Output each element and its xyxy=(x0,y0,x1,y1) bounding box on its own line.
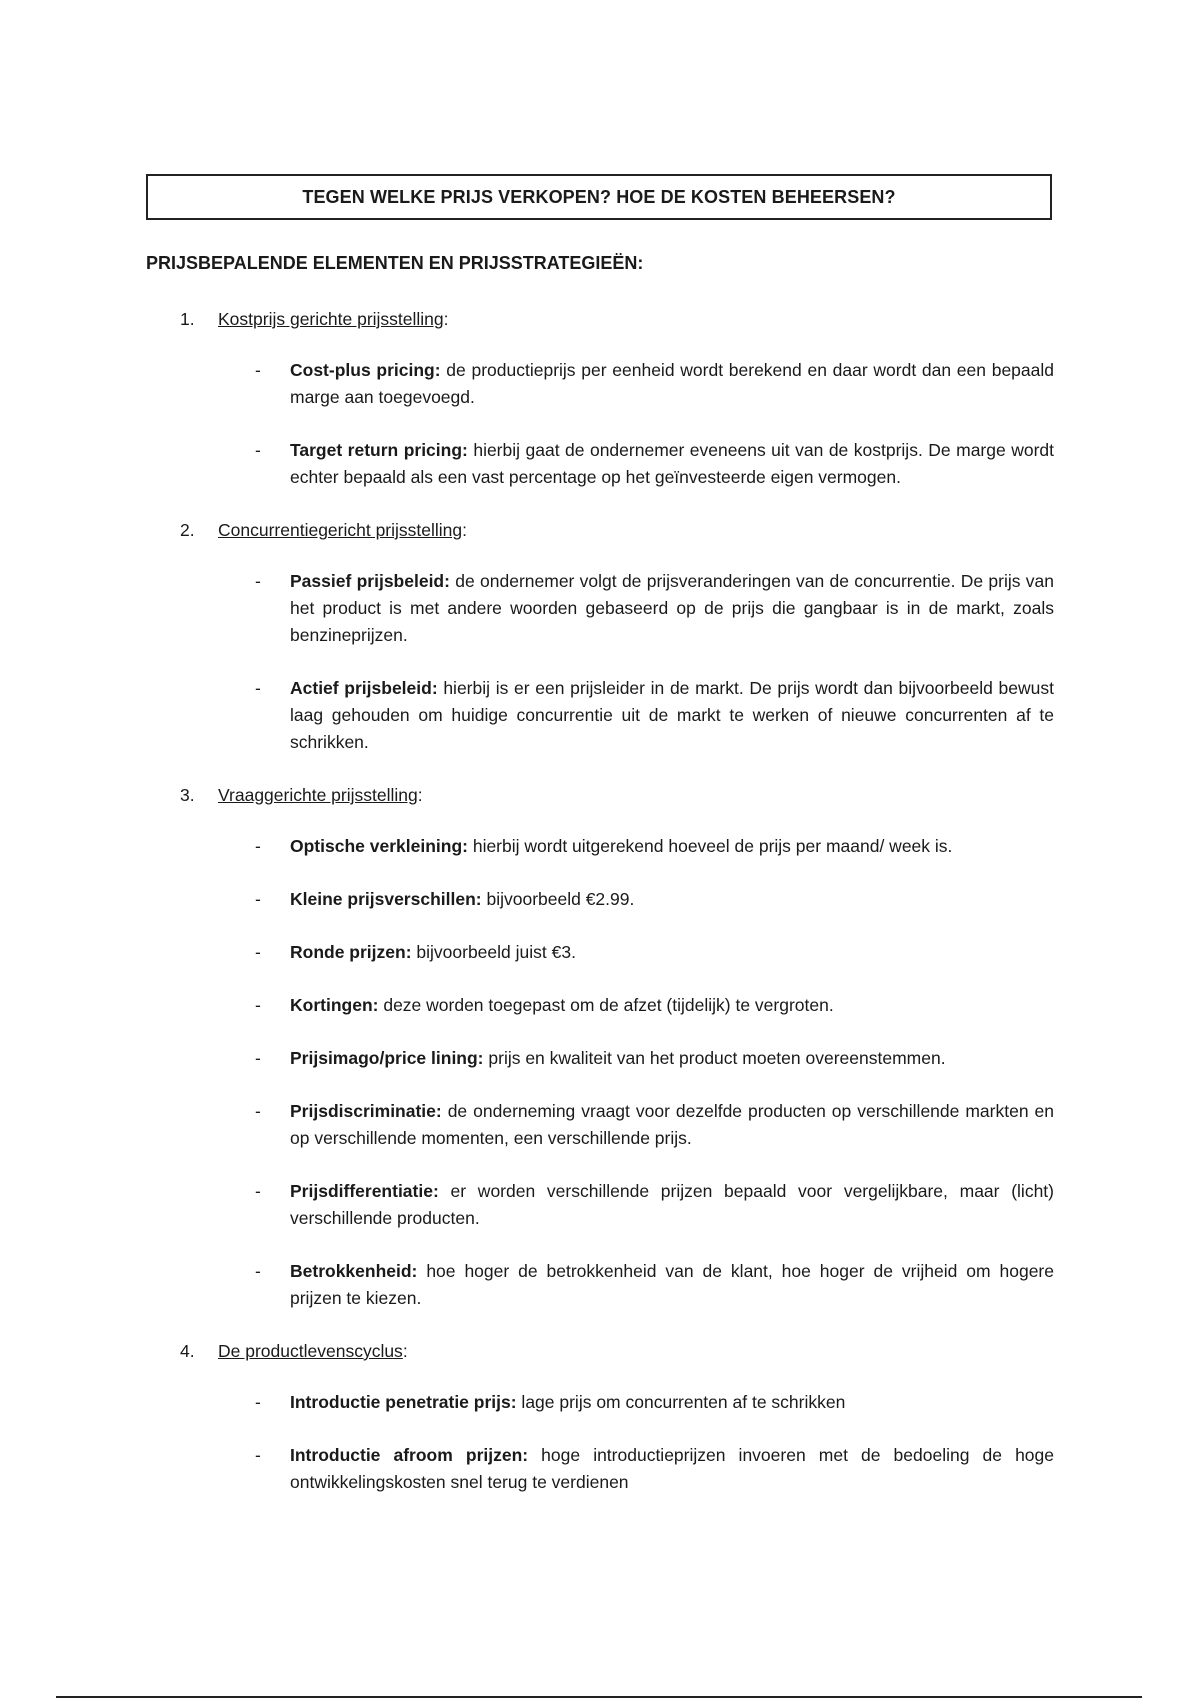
section-colon: : xyxy=(443,309,449,329)
bullet-dash: - xyxy=(255,942,261,962)
bullet-term: Betrokkenheid: xyxy=(290,1261,418,1281)
list-item xyxy=(146,939,1054,966)
section-number: 3. xyxy=(180,785,195,805)
list-item xyxy=(146,357,1054,411)
section-3 xyxy=(146,782,1054,1312)
bullet-dash: - xyxy=(255,995,261,1015)
bullet-dash: - xyxy=(255,440,261,460)
list-item xyxy=(146,1178,1054,1232)
bullet-text: hoge introductieprijzen invoeren met de bedoeling de hoge ontwikkelingskosten snel terug te verdienen xyxy=(290,1445,1054,1492)
bullet-dash: - xyxy=(255,1048,261,1068)
bullet-text: bijvoorbeeld €2.99. xyxy=(481,889,635,909)
bullet-text: de productieprijs per eenheid wordt berekend en daar wordt dan een bepaald marge aan toegevoegd. xyxy=(290,360,1054,407)
bullet-text: er worden verschillende prijzen bepaald voor vergelijkbare, maar (licht) verschillende producten. xyxy=(290,1181,1054,1228)
list-item xyxy=(146,886,1054,913)
bullet-text: hoe hoger de betrokkenheid van de klant, hoe hoger de vrijheid om hogere prijzen te kiezen. xyxy=(290,1261,1054,1308)
list-item xyxy=(146,992,1054,1019)
list-item xyxy=(146,1442,1054,1496)
section-2 xyxy=(146,517,1054,756)
section-number: 1. xyxy=(180,309,195,329)
bullet-term: Passief prijsbeleid: xyxy=(290,571,450,591)
section-header xyxy=(146,306,1054,333)
bullet-term: Prijsdiscriminatie: xyxy=(290,1101,442,1121)
section-title: De productlevenscyclus xyxy=(218,1341,403,1361)
bullet-dash: - xyxy=(255,889,261,909)
page-bottom-rule xyxy=(56,1696,1142,1698)
section-colon: : xyxy=(402,1341,408,1361)
section-heading: PRIJSBEPALENDE ELEMENTEN EN PRIJSSTRATEGIEËN: xyxy=(146,253,644,273)
bullet-term: Kleine prijsverschillen: xyxy=(290,889,482,909)
bullet-text: hierbij is er een prijsleider in de markt. De prijs wordt dan bijvoorbeeld bewust laag gehouden om huidige concurrentie uit de markt te werken of nieuwe concurrenten af te schrikken. xyxy=(290,678,1054,752)
bullet-term: Prijsdifferentiatie: xyxy=(290,1181,439,1201)
section-header xyxy=(146,782,1054,809)
list-item xyxy=(146,437,1054,491)
list-item xyxy=(146,833,1054,860)
bullet-text: de ondernemer volgt de prijsveranderingen van de concurrentie. De prijs van het product is met andere woorden gebaseerd op de prijs die gangbaar is in de markt, zoals benzineprijzen. xyxy=(290,571,1054,645)
bullet-term: Optische verkleining: xyxy=(290,836,468,856)
bullet-term: Ronde prijzen: xyxy=(290,942,412,962)
bullet-dash: - xyxy=(255,1101,261,1121)
list-item xyxy=(146,568,1054,649)
bullet-term: Prijsimago/price lining: xyxy=(290,1048,484,1068)
section-header xyxy=(146,517,1054,544)
bullet-dash: - xyxy=(255,1445,261,1465)
bullet-term: Introductie penetratie prijs: xyxy=(290,1392,517,1412)
bullet-dash: - xyxy=(255,360,261,380)
section-title: Vraaggerichte prijsstelling xyxy=(218,785,418,805)
bullet-term: Introductie afroom prijzen: xyxy=(290,1445,529,1465)
bullet-text: lage prijs om concurrenten af te schrikken xyxy=(516,1392,846,1412)
bullet-dash: - xyxy=(255,836,261,856)
bullet-term: Cost-plus pricing: xyxy=(290,360,441,380)
section-1 xyxy=(146,306,1054,491)
bullet-text: hierbij wordt uitgerekend hoeveel de prijs per maand/ week is. xyxy=(467,836,953,856)
bullet-dash: - xyxy=(255,1392,261,1412)
bullet-text: de onderneming vraagt voor dezelfde producten op verschillende markten en op verschillende momenten, een verschillende prijs. xyxy=(290,1101,1054,1148)
bullet-term: Actief prijsbeleid: xyxy=(290,678,438,698)
bullet-dash: - xyxy=(255,678,261,698)
section-number: 2. xyxy=(180,520,195,540)
document-title: TEGEN WELKE PRIJS VERKOPEN? HOE DE KOSTEN BEHEERSEN? xyxy=(146,174,1052,220)
bullet-text: deze worden toegepast om de afzet (tijdelijk) te vergroten. xyxy=(378,995,834,1015)
list-item xyxy=(146,1045,1054,1072)
bullet-dash: - xyxy=(255,571,261,591)
list-item xyxy=(146,1098,1054,1152)
list-item xyxy=(146,675,1054,756)
bullet-term: Kortingen: xyxy=(290,995,379,1015)
section-colon: : xyxy=(417,785,423,805)
bullet-dash: - xyxy=(255,1261,261,1281)
bullet-text: hierbij gaat de ondernemer eveneens uit van de kostprijs. De marge wordt echter bepaald als een vast percentage op het geïnvesteerde eigen vermogen. xyxy=(290,440,1054,487)
bullet-text: bijvoorbeeld juist €3. xyxy=(411,942,576,962)
section-title: Concurrentiegericht prijsstelling xyxy=(218,520,463,540)
document-body xyxy=(146,306,1054,1522)
list-item xyxy=(146,1389,1054,1416)
section-4 xyxy=(146,1338,1054,1496)
section-number: 4. xyxy=(180,1341,195,1361)
section-colon: : xyxy=(462,520,468,540)
list-item xyxy=(146,1258,1054,1312)
bullet-dash: - xyxy=(255,1181,261,1201)
section-title: Kostprijs gerichte prijsstelling xyxy=(218,309,444,329)
bullet-term: Target return pricing: xyxy=(290,440,468,460)
section-header xyxy=(146,1338,1054,1365)
bullet-text: prijs en kwaliteit van het product moeten overeenstemmen. xyxy=(483,1048,946,1068)
